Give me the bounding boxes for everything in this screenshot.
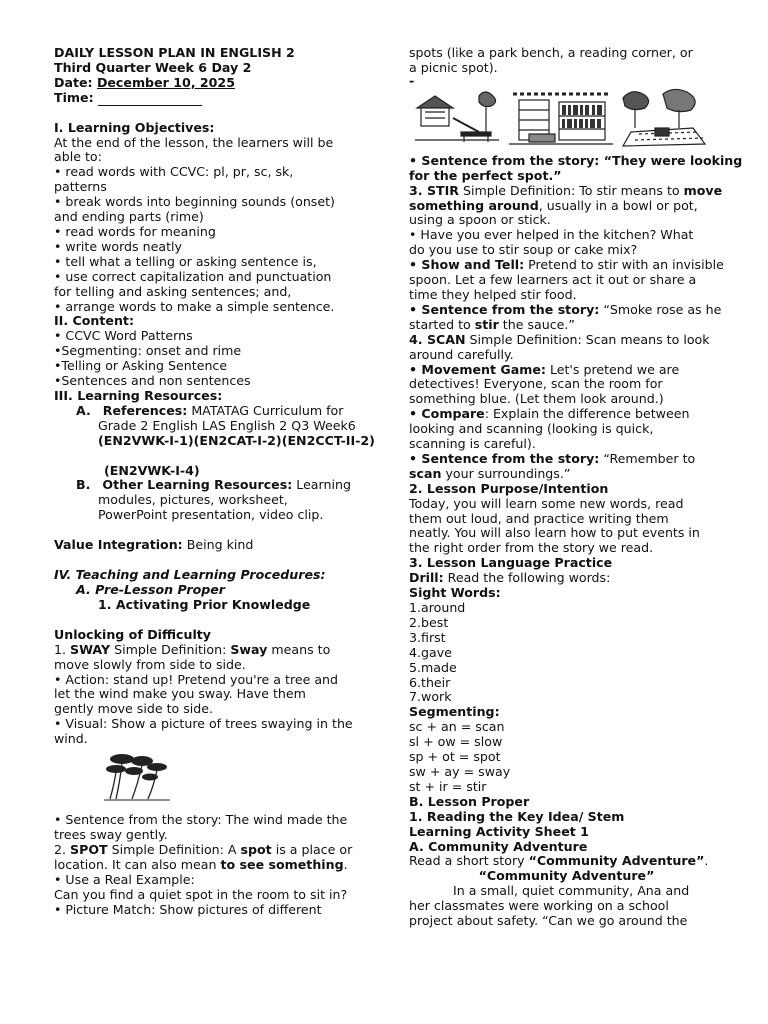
community-adventure-heading: A. Community Adventure [409,838,588,854]
story-text: her classmates were working on a school [409,898,669,914]
content-item: •Segmenting: onset and rime [54,343,242,359]
spot-sentence: • Sentence from the story: “They were looking [409,152,743,168]
park-reading-corner-picnic-illustration [409,86,724,154]
objectives-intro: able to: [54,149,102,165]
scan-compare: scanning is careful). [409,436,536,452]
procedures-heading: IV. Teaching and Learning Procedures: [54,567,326,583]
objective-item: patterns [54,179,107,195]
sight-word: 3.first [409,629,446,645]
purpose-heading: 2. Lesson Purpose/Intention [409,480,609,496]
right-column [409,45,743,929]
objective-item: for telling and asking sentences; and, [54,283,292,299]
spot-example: • Use a Real Example: [54,871,195,887]
reading-key-idea-heading: 1. Reading the Key Idea/ Stem [409,808,625,824]
activity-sheet-heading: Learning Activity Sheet 1 [409,823,589,839]
sway-definition: move slowly from side to side. [54,656,246,672]
spot-definition: 2. SPOT Simple Definition: A spot is a place or [54,841,353,857]
spot-match: • Picture Match: Show pictures of different [54,901,322,917]
objective-item: • tell what a telling or asking sentence is, [54,253,317,269]
lesson-proper-heading: B. Lesson Proper [409,793,530,809]
stir-sentence: started to stir the sauce.” [409,316,575,332]
spot-match: spots (like a park bench, a reading corner, or [409,45,693,60]
segmenting-heading: Segmenting: [409,704,500,720]
segment-item: sc + an = scan [409,719,505,735]
lesson-quarter: Third Quarter Week 6 Day 2 [54,59,252,75]
purpose-text: Today, you will learn some new words, read [409,495,684,511]
story-text: In a small, quiet community, Ana and [409,883,690,899]
sight-word: 7.work [409,689,452,705]
content-item: • CCVC Word Patterns [54,328,193,344]
scan-definition: around carefully. [409,346,514,362]
purpose-text: the right order from the story we read. [409,540,654,556]
scan-game: something blue. (Let them look around.) [409,391,664,407]
references-line: Grade 2 English LAS English 2 Q3 Week6 [98,417,356,433]
other-resources-line: B. Other Learning Resources: Learning [76,477,351,493]
stir-question: • Have you ever helped in the kitchen? What [409,227,694,243]
spot-match: a picnic spot). [409,59,498,75]
references-line: A. References: MATATAG Curriculum for [76,402,344,418]
scan-definition: 4. SCAN Simple Definition: Scan means to look [409,331,710,347]
scan-compare: looking and scanning (looking is quick, [409,421,654,437]
pre-lesson-heading: A. Pre-Lesson Proper [76,582,226,597]
content-heading: II. Content: [54,313,134,329]
lesson-title: DAILY LESSON PLAN IN ENGLISH 2 [54,45,295,60]
lesson-date: Date: December 10, 2025 [54,74,235,90]
read-story-line: Read a short story “Community Adventure”. [409,853,709,869]
other-resources-line: modules, pictures, worksheet, [98,492,288,508]
sight-word: 2.best [409,614,449,630]
objectives-intro: At the end of the lesson, the learners will be [54,134,334,150]
stir-show: • Show and Tell: Pretend to stir with an invisible [409,257,724,273]
sway-visual: • Visual: Show a picture of trees swaying in the [54,716,353,732]
sight-word: 6.their [409,674,451,690]
objectives-heading: I. Learning Objectives: [54,119,215,135]
sway-sentence: trees sway gently. [54,826,168,842]
scan-sentence: • Sentence from the story: “Remember to [409,450,696,466]
sway-sentence: • Sentence from the story: The wind made the [54,812,348,828]
spot-sentence: for the perfect spot.” [409,167,562,183]
other-resources-line: PowerPoint presentation, video clip. [98,507,324,523]
sway-action: • Action: stand up! Pretend you're a tree and [54,671,339,687]
sway-visual: wind. [54,731,88,747]
left-column [54,45,375,917]
objective-item: and ending parts (rime) [54,209,204,225]
date-value: December 10, 2025 [96,74,235,90]
segment-item: st + ir = stir [409,778,487,794]
competency-codes: (EN2VWK-I-4) [104,462,200,478]
stir-show: time they helped stir food. [409,286,577,302]
stir-definition: something around, usually in a bowl or pot, [409,197,698,213]
sight-word: 4.gave [409,644,452,660]
spot-example: Can you find a quiet spot in the room to sit in? [54,886,348,902]
purpose-text: them out loud, and practice writing them [409,510,669,526]
sight-words-heading: Sight Words: [409,585,501,601]
sway-action: let the wind make you sway. Have them [54,686,306,702]
drill-line: Drill: Read the following words: [409,570,611,586]
segment-item: sl + ow = slow [409,734,503,750]
objective-item: • use correct capitalization and punctuation [54,268,332,284]
sight-word: 1.around [409,600,466,615]
stir-definition: 3. STIR Simple Definition: To stir means to move [409,182,723,198]
objective-item: • read words for meaning [54,223,216,239]
objective-item: • arrange words to make a simple sentence. [54,298,335,314]
spot-definition: location. It can also mean to see something. [54,856,348,872]
scan-game: detectives! Everyone, scan the room for [409,376,663,392]
sway-definition: 1. SWAY Simple Definition: Sway means to [54,641,331,657]
stir-definition: using a spoon or stick. [409,212,551,228]
content-item: •Sentences and non sentences [54,373,251,389]
practice-heading: 3. Lesson Language Practice [409,555,613,571]
lesson-time: Time: [54,91,372,106]
activating-heading: 1. Activating Prior Knowledge [98,596,311,612]
scan-game: • Movement Game: Let's pretend we are [409,361,680,377]
time-blank [98,94,202,106]
value-integration: Value Integration: Being kind [54,537,254,553]
content-item: •Telling or Asking Sentence [54,358,228,374]
sway-action: gently move side to side. [54,701,214,717]
objective-item: • read words with CCVC: pl, pr, sc, sk, [54,164,294,180]
scan-compare: • Compare: Explain the difference between [409,406,690,422]
sight-word: 5.made [409,659,457,675]
story-text: project about safety. “Can we go around the [409,913,688,929]
segment-item: sp + ot = spot [409,749,501,765]
stir-show: spoon. Let a few learners act it out or share a [409,272,697,288]
objective-item: • break words into beginning sounds (onset) [54,194,335,210]
resources-heading: III. Learning Resources: [54,387,223,403]
scan-sentence: scan your surroundings.” [409,465,571,481]
competency-codes: (EN2VWK-I-1)(EN2CAT-I-2)(EN2CCT-II-2) [98,432,375,448]
stir-question: do you use to stir soup or cake mix? [409,242,638,258]
segment-item: sw + ay = sway [409,763,511,779]
purpose-text: neatly. You will also learn how to put events in [409,525,700,541]
story-title: “Community Adventure” [478,868,655,884]
stir-sentence: • Sentence from the story: “Smoke rose as he [409,301,722,317]
objective-item: • write words neatly [54,238,182,254]
unlocking-heading: Unlocking of Difficulty [54,626,211,642]
spot-dash: - [409,72,415,88]
swaying-trees-illustration [54,747,372,813]
